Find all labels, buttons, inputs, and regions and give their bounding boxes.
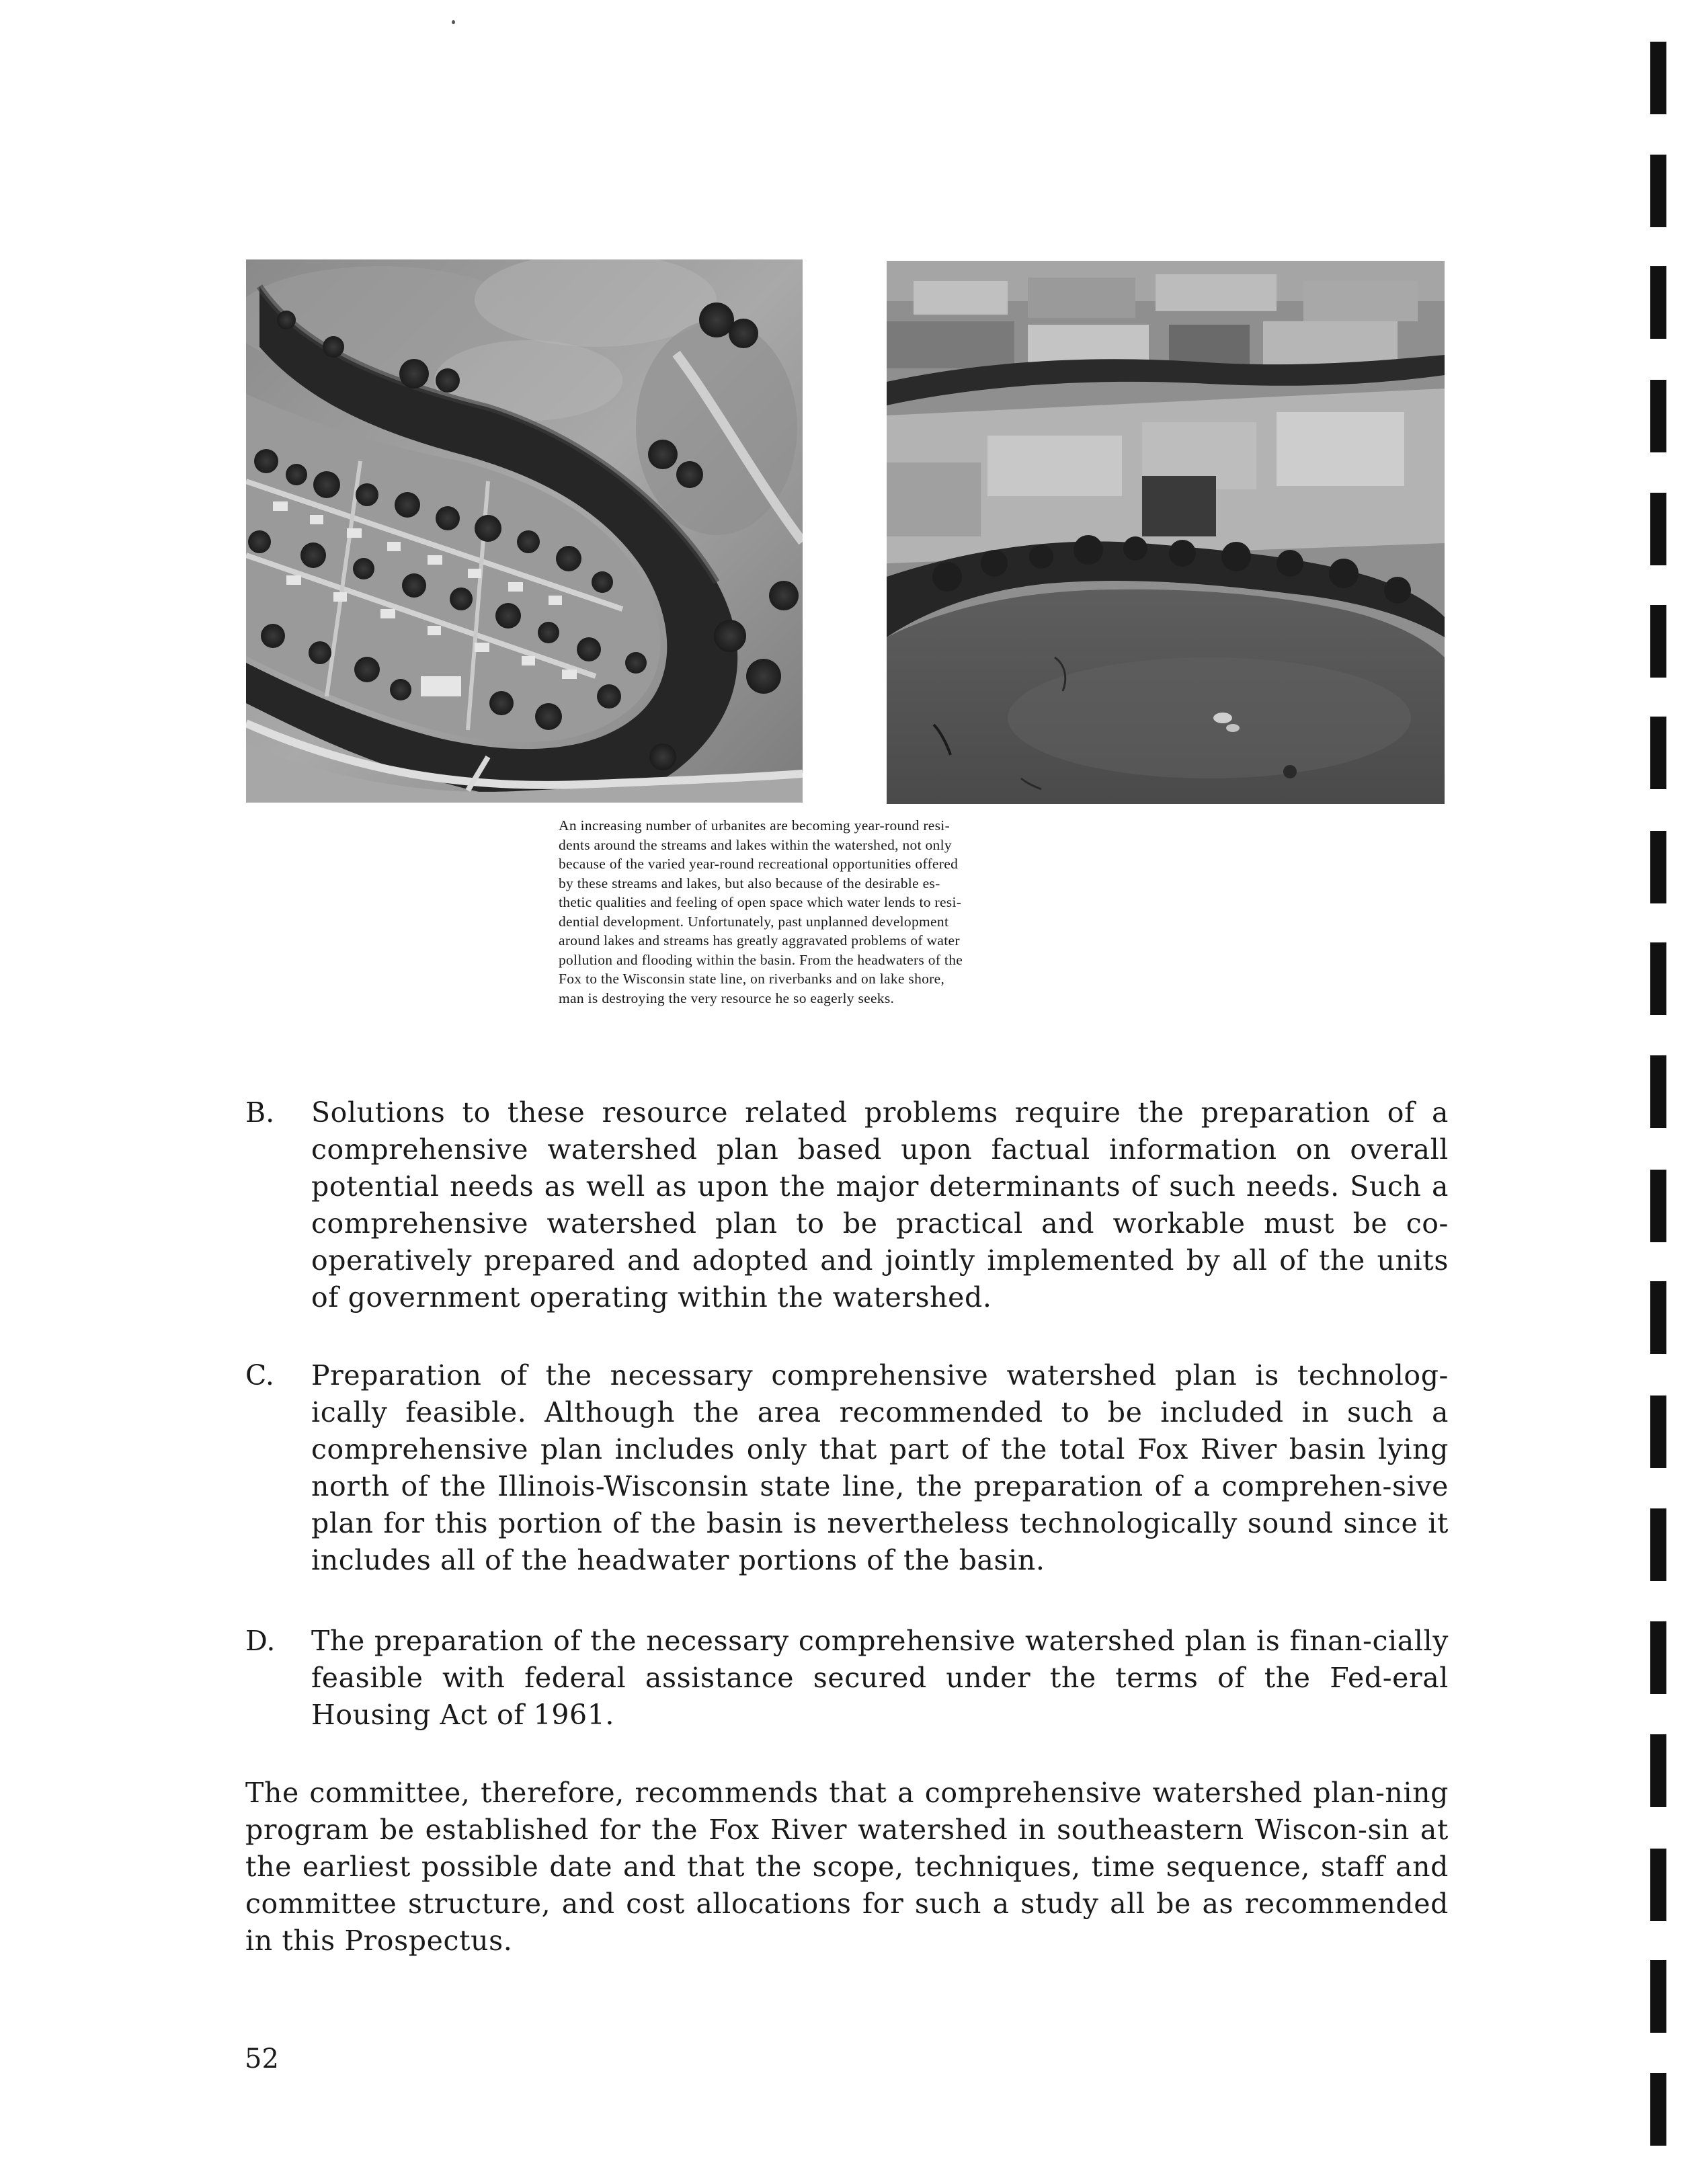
binding-mark <box>1650 717 1666 789</box>
binding-mark <box>1650 2073 1666 2146</box>
list-item-d <box>245 1623 1449 1734</box>
binding-mark <box>1650 831 1666 903</box>
binding-mark <box>1650 266 1666 339</box>
binding-mark <box>1650 942 1666 1015</box>
caption-line: pollution and flooding within the basin. From the headwaters of the <box>559 951 963 968</box>
caption-line: Fox to the Wisconsin state line, on riverbanks and on lake shore, <box>559 971 945 987</box>
binding-mark <box>1650 1621 1666 1694</box>
item-letter: C. <box>245 1359 274 1391</box>
item-letter: B. <box>245 1096 275 1129</box>
binding-mark <box>1650 1734 1666 1807</box>
figure-caption <box>559 816 1137 1008</box>
binding-mark <box>1650 1281 1666 1354</box>
binding-mark <box>1650 1849 1666 1921</box>
binding-mark <box>1650 1170 1666 1242</box>
stray-mark <box>452 20 455 24</box>
item-letter: D. <box>245 1625 276 1657</box>
item-text: Preparation of the necessary comprehensive watershed plan is technolog-ically feasible. Although the area recommended to be included in such a comprehensive plan includes only that part of the total Fox River basin lying north of the Illinois-Wisconsin state line, the preparation of a comprehen-sive plan for this portion of the basin is nevertheless technologically sound since it includes all of the headwater portions of the basin. <box>311 1359 1449 1576</box>
aerial-photo-lake-shoreline <box>887 261 1445 804</box>
caption-line: dents around the streams and lakes within the watershed, not only <box>559 836 952 853</box>
page-number: 52 <box>245 2044 279 2074</box>
binding-mark <box>1650 380 1666 452</box>
list-item-b <box>245 1094 1449 1316</box>
caption-line: man is destroying the very resource he so eagerly seeks. <box>559 989 895 1006</box>
caption-line: thetic qualities and feeling of open space which water lends to resi- <box>559 894 962 910</box>
binding-mark <box>1650 155 1666 227</box>
list-item-c <box>245 1357 1449 1579</box>
binding-mark <box>1650 605 1666 678</box>
caption-line: dential development. Unfortunately, past unplanned development <box>559 913 949 930</box>
item-text: Solutions to these resource related problems require the preparation of a comprehensive watershed plan based upon factual information on overall potential needs as well as upon the major determinants of such needs. Such a comprehensive watershed plan to be practical and workable must be co-operatively prepared and adopted and jointly implemented by all of the units of government operating within the watershed. <box>311 1096 1449 1313</box>
binding-mark <box>1650 1508 1666 1581</box>
aerial-photo-river-subdivision <box>246 259 803 803</box>
binding-mark <box>1650 1960 1666 2033</box>
binding-mark <box>1650 1055 1666 1128</box>
caption-line: because of the varied year-round recreational opportunities offered <box>559 856 959 872</box>
closing-paragraph: The committee, therefore, recommends that a comprehensive watershed plan-ning program be established for the Fox River watershed in southeastern Wiscon-sin at the earliest possible date and that the scope, techniques, time sequence, staff and committee structure, and cost allocations for such a study all be as recommended in this Prospectus. <box>245 1777 1449 1957</box>
caption-line: around lakes and streams has greatly aggravated problems of water <box>559 932 960 948</box>
binding-mark <box>1650 493 1666 565</box>
item-text: The preparation of the necessary comprehensive watershed plan is finan-cially feasible with federal assistance secured under the terms of the Fed-eral Housing Act of 1961. <box>311 1625 1449 1731</box>
caption-line: by these streams and lakes, but also because of the desirable es- <box>559 875 940 891</box>
binding-mark <box>1650 42 1666 114</box>
caption-line: An increasing number of urbanites are becoming year-round resi- <box>559 817 951 834</box>
binding-mark <box>1650 1396 1666 1468</box>
